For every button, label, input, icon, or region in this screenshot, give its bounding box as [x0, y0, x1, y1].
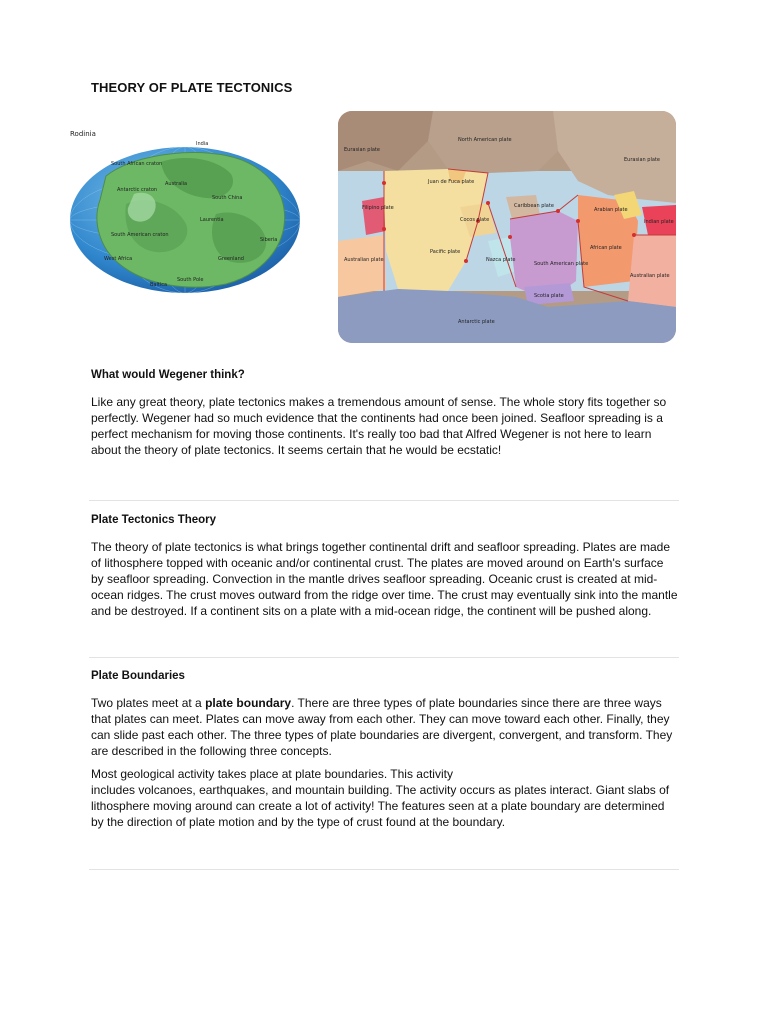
- plates-map-label: Nazca plate: [486, 257, 516, 263]
- rodinia-label: Baltica: [150, 282, 168, 288]
- plates-map-label: Juan de Fuca plate: [428, 179, 475, 185]
- section-paragraph: Like any great theory, plate tectonics makes a tremendous amount of sense. The whole story fits together so perfectly. Wegener had so much evidence that the continents had once been joined. Seafloor spreading is a perfect mechanism for moving those continents. It's really too bad that Alfred Wegener is not here to learn about the theory of plate tectonics. It seems certain that he would be ecstatic!: [91, 395, 667, 457]
- paragraph-text: includes volcanoes, earthquakes, and mountain building. The activity occurs as plates interact. Giant slabs of lithosphere moving around can create a lot of activity! The features seen at a plate boundary are determined by the direction of plate motion and by the type of crust found at the boundary.: [91, 783, 670, 829]
- rodinia-label: Australia: [165, 181, 188, 187]
- plates-map-label: Cocos plate: [460, 217, 490, 223]
- section-wegener: [91, 369, 679, 465]
- plates-map-label: North American plate: [458, 137, 512, 143]
- rodinia-label: South China: [212, 195, 243, 201]
- section-paragraph: [91, 695, 679, 759]
- section-divider: [89, 869, 679, 870]
- paragraph-text: Most geological activity takes place at plate boundaries. This activity: [91, 767, 453, 781]
- rodinia-globe-graphic: [66, 124, 304, 296]
- plates-map-label: Antarctic plate: [458, 319, 495, 325]
- plates-map-label: Eurasian plate: [344, 147, 380, 153]
- section-divider: [89, 500, 679, 501]
- plates-map-label: Australian plate: [344, 257, 384, 263]
- section-plate-boundaries: [91, 670, 679, 837]
- rodinia-globe-figure: [66, 124, 304, 296]
- rodinia-label: Laurentia: [200, 217, 224, 223]
- rodinia-label: South Pole: [177, 277, 204, 283]
- plate-boundary-term: plate boundary: [205, 696, 292, 710]
- tectonic-plates-map-figure: [338, 111, 676, 343]
- rodinia-title: Rodinia: [70, 130, 96, 138]
- section-heading: Plate Tectonics Theory: [91, 514, 217, 526]
- document-title: THEORY OF PLATE TECTONICS: [91, 80, 293, 95]
- section-paragraph: [91, 766, 679, 830]
- rodinia-label: Antarctic craton: [117, 187, 158, 193]
- plates-map-label: Eurasian plate: [624, 157, 660, 163]
- plates-map-label: Indian plate: [644, 219, 674, 225]
- plates-map-label: Filipino plate: [362, 205, 394, 211]
- plates-map-label: Caribbean plate: [514, 203, 554, 209]
- section-divider: [89, 657, 679, 658]
- section-heading: Plate Boundaries: [91, 670, 185, 682]
- plates-map-label: Pacific plate: [430, 249, 461, 255]
- tectonic-plates-map-graphic: [338, 111, 676, 343]
- plates-map-label: Arabian plate: [594, 207, 628, 213]
- plates-map-label: Australian plate: [630, 273, 670, 279]
- rodinia-label: Siberia: [260, 237, 278, 243]
- rodinia-label: West Africa: [104, 256, 133, 262]
- rodinia-label: South African craton: [111, 161, 163, 167]
- paragraph-text: Two plates meet at a: [91, 696, 206, 710]
- section-plate-tectonics-theory: [91, 514, 679, 626]
- rodinia-label: India: [196, 141, 209, 147]
- section-heading: What would Wegener think?: [91, 369, 245, 381]
- rodinia-label: Greenland: [218, 256, 244, 262]
- plates-map-label: Scotia plate: [534, 293, 564, 299]
- paragraph-text: . There are three types of plate boundaries since there are three ways that plates can meet. Plates can move away from each other. They can move toward each other. Finally, they can slide past each other. The three types of plate boundaries are divergent, convergent, and transform. They are described in the following three concepts.: [91, 696, 673, 758]
- plates-map-label: African plate: [590, 245, 622, 251]
- section-paragraph: The theory of plate tectonics is what brings together continental drift and seafloor spreading. Plates are made of lithosphere topped with oceanic and/or continental crust. The plates are moved around on Earth's surface by seafloor spreading. Convection in the mantle drives seafloor spreading. Oceanic crust is created at mid-ocean ridges. The crust moves outward from the ridge over time. The crust may eventually sink into the mantle and be destroyed. If a continent sits on a plate with a mid-ocean ridge, the continent will be pushed along.: [91, 540, 678, 618]
- plates-map-label: South American plate: [534, 261, 589, 267]
- rodinia-label: South American craton: [111, 232, 169, 238]
